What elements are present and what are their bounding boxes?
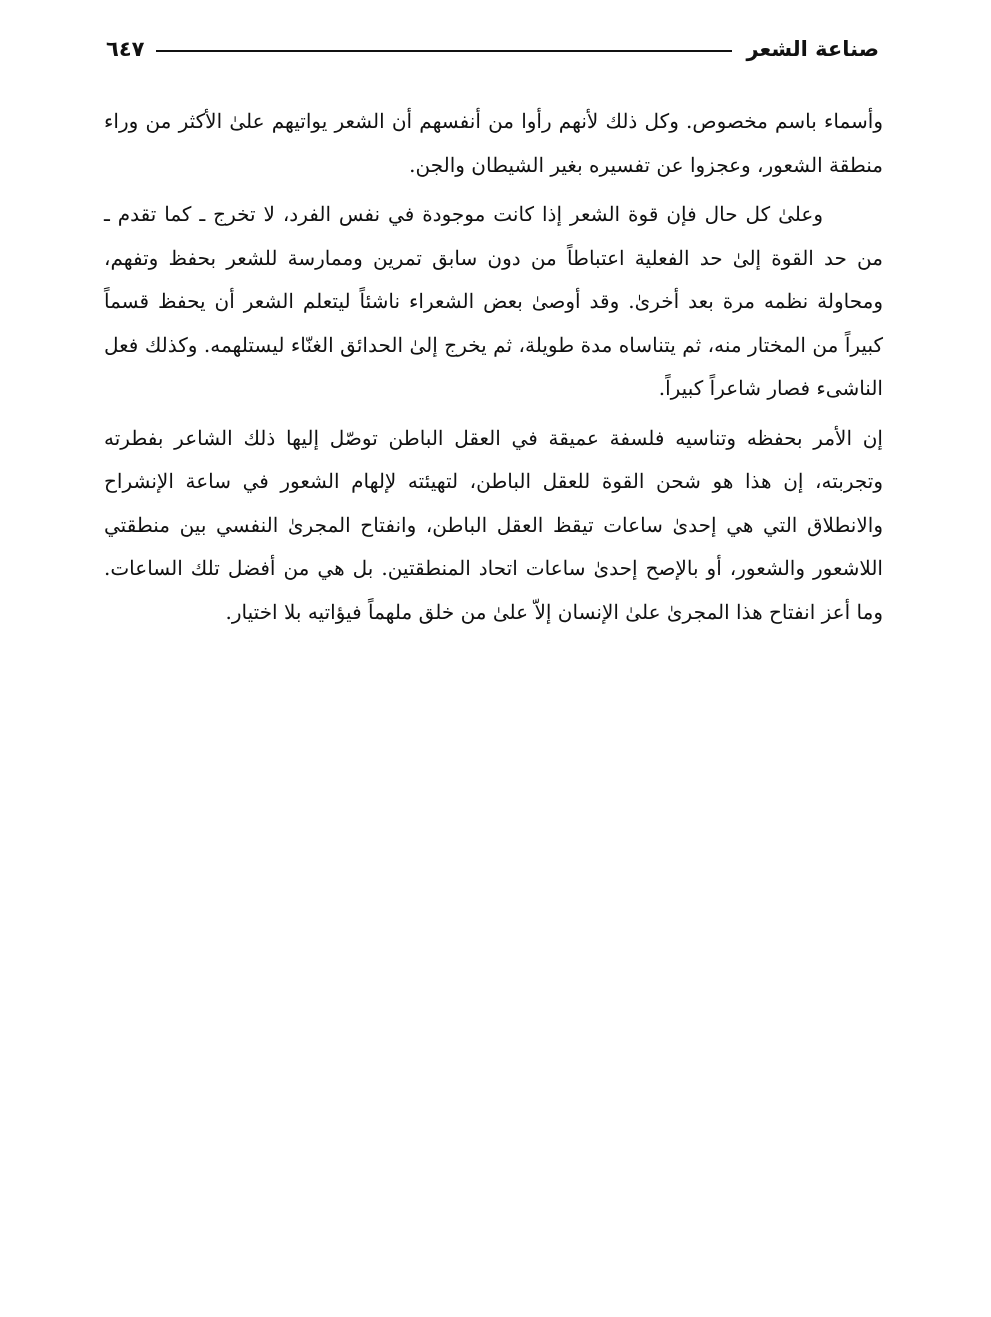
page-header <box>106 32 879 66</box>
body-text <box>104 100 883 640</box>
running-title: صناعة الشعر <box>746 37 879 61</box>
paragraph-2: وعلىٰ كل حال فإن قوة الشعر إذا كانت موجودة في نفس الفرد، لا تخرج ـ كما تقدم ـ من حد القوة إلىٰ حد الفعلية اعتباطاً من دون سابق تمرين وممارسة للشعر بحفظ وتفهم، ومحاولة نظمه مرة بعد أخرىٰ. وقد أوصىٰ بعض الشعراء ناشئاً ليتعلم الشعر أن يحفظ قسماً كبيراً من المختار منه، ثم يتناساه مدة طويلة، ثم يخرج إلىٰ الحدائق الغنّاء ليستلهمه. وكذلك فعل الناشىء فصار شاعراً كبيراً. <box>104 202 883 400</box>
page-number: ٦٤٧ <box>106 37 145 61</box>
header-rule <box>156 50 732 52</box>
paragraph-3: إن الأمر بحفظه وتناسيه فلسفة عميقة في العقل الباطن توصّل إليها ذلك الشاعر بفطرته وتجربته، إن هذا هو شحن القوة للعقل الباطن، لتهيئته لإلهام الشعور في ساعة الإنشراح والانطلاق التي هي إحدىٰ ساعات تيقظ العقل الباطن، وانفتاح المجرىٰ النفسي بين منطقتي اللاشعور والشعور، أو بالإصح إحدىٰ ساعات اتحاد المنطقتين. بل هي من أفضل تلك الساعات. وما أعز انفتاح هذا المجرىٰ علىٰ الإنسان إلاّ علىٰ من خلق ملهماً فيؤاتيه بلا اختيار. <box>104 425 883 624</box>
paragraph-1: وأسماء باسم مخصوص. وكل ذلك لأنهم رأوا من أنفسهم أن الشعر يواتيهم علىٰ الأكثر من وراء منطقة الشعور، وعجزوا عن تفسيره بغير الشيطان والجن. <box>104 109 883 177</box>
